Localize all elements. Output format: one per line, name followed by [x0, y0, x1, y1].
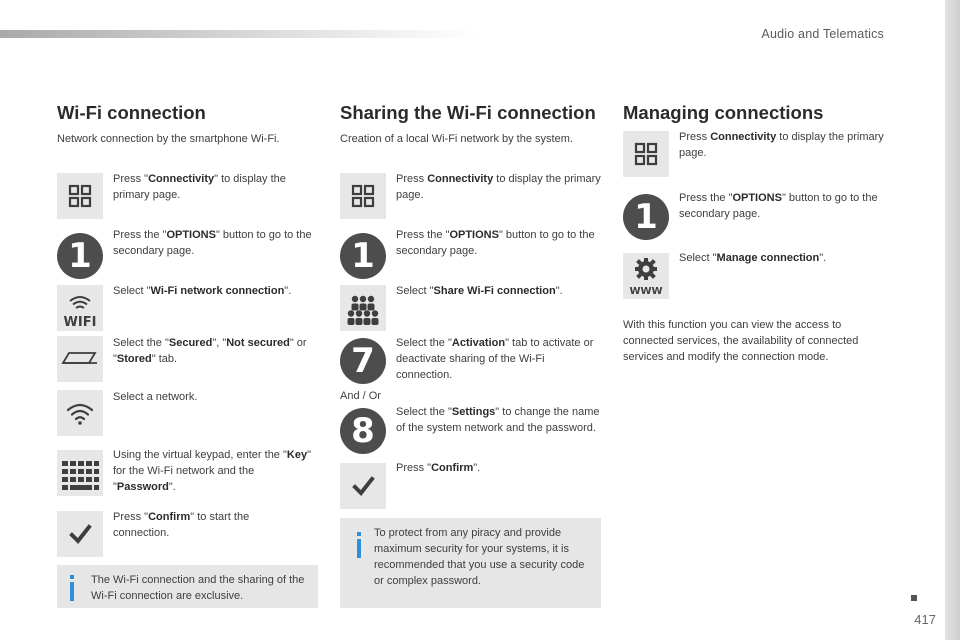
wifi-intro: Network connection by the smartphone Wi-Fi.	[57, 133, 280, 145]
sharing-section-title: Sharing the Wi-Fi connection	[340, 102, 596, 123]
connectivity-grid-icon	[57, 173, 103, 219]
page-edge-strip	[945, 0, 960, 640]
wifi-step-confirm: Press "Confirm" to start the connection.	[113, 511, 250, 539]
and-or-label: And / Or	[340, 390, 381, 402]
wifi-step-enter-key: Using the virtual keypad, enter the "Key" for the Wi-Fi network and the "Password".	[113, 449, 311, 493]
sharing-step-options: Press the "OPTIONS" button to go to the secondary page.	[396, 229, 595, 257]
wifi-signal-icon	[57, 390, 103, 436]
wifi-label-text: WIFI	[63, 315, 97, 330]
wifi-step-options: Press the "OPTIONS" button to go to the secondary page.	[113, 229, 312, 257]
connectivity-grid-icon	[623, 131, 669, 177]
sharing-info-box	[340, 518, 601, 608]
info-icon	[354, 532, 364, 562]
wifi-section-title: Wi-Fi connection	[57, 102, 206, 123]
managing-outro: With this function you can view the access to connected services, the availability of connected services and modify the connection mode.	[623, 319, 859, 363]
info-icon	[67, 575, 77, 605]
tab-icon	[57, 336, 103, 382]
people-group-icon	[340, 285, 386, 331]
step-number-badge: 8	[340, 408, 386, 454]
wifi-step-network-connection: Select "Wi-Fi network connection".	[113, 285, 292, 297]
wifi-info-box	[57, 565, 318, 608]
step-number-badge: 1	[57, 233, 103, 279]
sharing-step-activation: Select the "Activation" tab to activate or deactivate sharing of the Wi-Fi connection.	[396, 337, 594, 381]
managing-step-manage-connection: Select "Manage connection".	[679, 252, 827, 264]
sharing-info-text: To protect from any piracy and provide maximum security for your systems, it is recommended that you use a security code or complex password.	[374, 527, 585, 587]
step-number-badge: 1	[623, 194, 669, 240]
www-label-text: WWW	[629, 286, 663, 297]
wifi-step-select-network: Select a network.	[113, 391, 198, 403]
sharing-step-share-connection: Select "Share Wi-Fi connection".	[396, 285, 563, 297]
sharing-step-settings: Select the "Settings" to change the name of the system network and the password.	[396, 406, 600, 434]
connectivity-grid-icon	[340, 173, 386, 219]
header-decor-bar	[0, 30, 480, 38]
confirm-check-icon	[340, 463, 386, 509]
page-number: 417	[914, 612, 936, 627]
wifi-info-text: The Wi-Fi connection and the sharing of the Wi-Fi connection are exclusive.	[91, 574, 305, 602]
managing-section-title: Managing connections	[623, 102, 824, 123]
sharing-step-confirm: Press "Confirm".	[396, 462, 481, 474]
chapter-title: Audio and Telematics	[761, 27, 884, 41]
managing-step-options: Press the "OPTIONS" button to go to the secondary page.	[679, 192, 878, 220]
wifi-step-select-tab: Select the "Secured", "Not secured" or "Stored" tab.	[113, 337, 307, 365]
sharing-intro: Creation of a local Wi-Fi network by the system.	[340, 133, 573, 145]
keypad-icon	[57, 450, 103, 496]
step-number-badge: 1	[340, 233, 386, 279]
footer-marker	[911, 595, 917, 601]
sharing-step-connectivity: Press Connectivity to display the primary page.	[396, 173, 601, 201]
managing-step-connectivity: Press Connectivity to display the primary page.	[679, 131, 884, 159]
step-number-badge: 7	[340, 338, 386, 384]
confirm-check-icon	[57, 511, 103, 557]
wifi-label-icon	[57, 285, 103, 331]
gear-www-icon	[623, 253, 669, 299]
wifi-step-connectivity: Press "Connectivity" to display the primary page.	[113, 173, 286, 201]
